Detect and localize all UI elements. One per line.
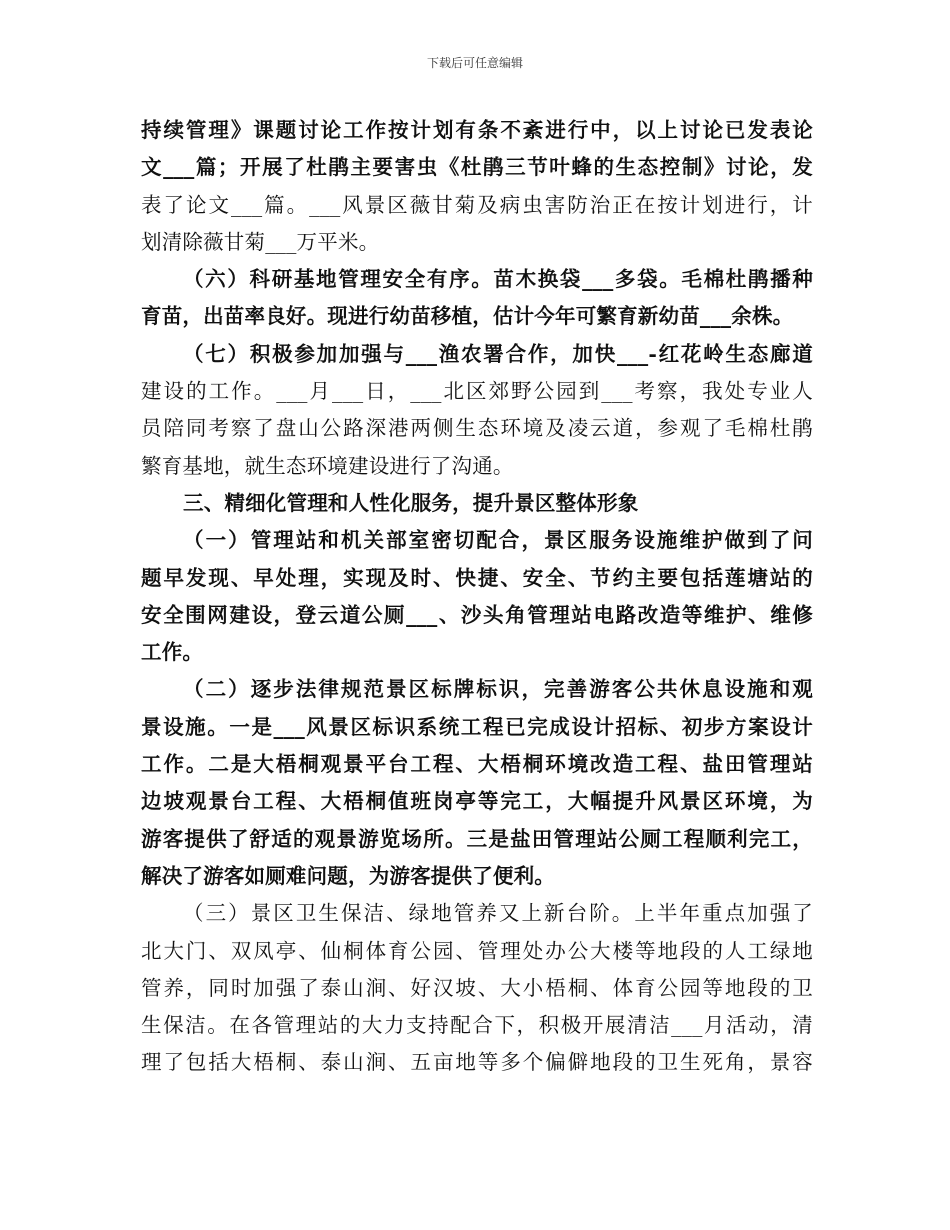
text-line: 管养，同时加强了泰山涧、好汉坡、大小梧桐、体育公园等地段的卫	[141, 975, 813, 1000]
document-body	[141, 112, 813, 1082]
text-line: 理了包括大梧桐、泰山涧、五亩地等多个偏僻地段的卫生死角，景容	[141, 1050, 813, 1075]
text-line: （三）景区卫生保洁、绿地管养又上新台阶。上半年重点加强了	[183, 901, 813, 926]
text-line: （二）逐步法律规范景区标牌标识，完善游客公共休息设施和观	[183, 677, 813, 702]
text-line: 题早发现、早处理，实现及时、快捷、安全、节约主要包括莲塘站的	[141, 565, 813, 590]
text-line: 生保洁。在各管理站的大力支持配合下，积极开展清洁___月活动，清	[141, 1013, 813, 1038]
text-line: 持续管理》课题讨论工作按计划有条不紊进行中，以上讨论已发表论	[141, 118, 813, 142]
text-line: 建设的工作。___月___日，___北区郊野公园到___考察，我处专业人	[141, 379, 813, 404]
text-line: （六）科研基地管理安全有序。苗木换袋___多袋。毛棉杜鹃播种	[183, 267, 813, 292]
text-line: 划清除薇甘菊___万平米。	[141, 229, 380, 254]
text-line: 工作。二是大梧桐观景平台工程、大梧桐环境改造工程、盐田管理站	[141, 752, 813, 777]
text-line: 繁育基地，就生态环境建设进行了沟通。	[141, 453, 514, 478]
text-line: 景设施。一是___风景区标识系统工程已完成设计招标、初步方案设计	[141, 714, 813, 739]
text-line: 表了论文___篇。___风景区薇甘菊及病虫害防治正在按计划进行，计	[141, 192, 813, 217]
text-line: 工作。	[141, 640, 204, 665]
text-line: 解决了游客如厕难问题，为游客提供了便利。	[141, 863, 555, 888]
text-line: （一）管理站和机关部室密切配合，景区服务设施维护做到了问	[183, 528, 813, 553]
text-line: 三、精细化管理和人性化服务，提升景区整体形象	[183, 490, 639, 515]
text-line: 员陪同考察了盘山公路深港两侧生态环境及凌云道，参观了毛棉杜鹃	[141, 416, 813, 441]
text-line: 游客提供了舒适的观景游览场所。三是盐田管理站公厕工程顺利完工，	[141, 826, 813, 851]
text-line: 北大门、双凤亭、仙桐体育公园、管理处办公大楼等地段的人工绿地	[141, 938, 813, 963]
text-line: 边坡观景台工程、大梧桐值班岗亭等完工，大幅提升风景区环境，为	[141, 789, 813, 814]
text-line: 安全围网建设，登云道公厕___、沙头角管理站电路改造等维护、维修	[141, 602, 813, 627]
text-line: 文___篇；开展了杜鹃主要害虫《杜鹃三节叶蜂的生态控制》讨论，发	[141, 155, 813, 180]
text-line: （七）积极参加加强与___渔农署合作，加快___-红花岭生态廊道	[183, 341, 813, 366]
text-line: 育苗，出苗率良好。现进行幼苗移植，估计今年可繁育新幼苗___余株。	[141, 304, 794, 329]
page-header: 下载后可任意编辑	[426, 56, 523, 70]
